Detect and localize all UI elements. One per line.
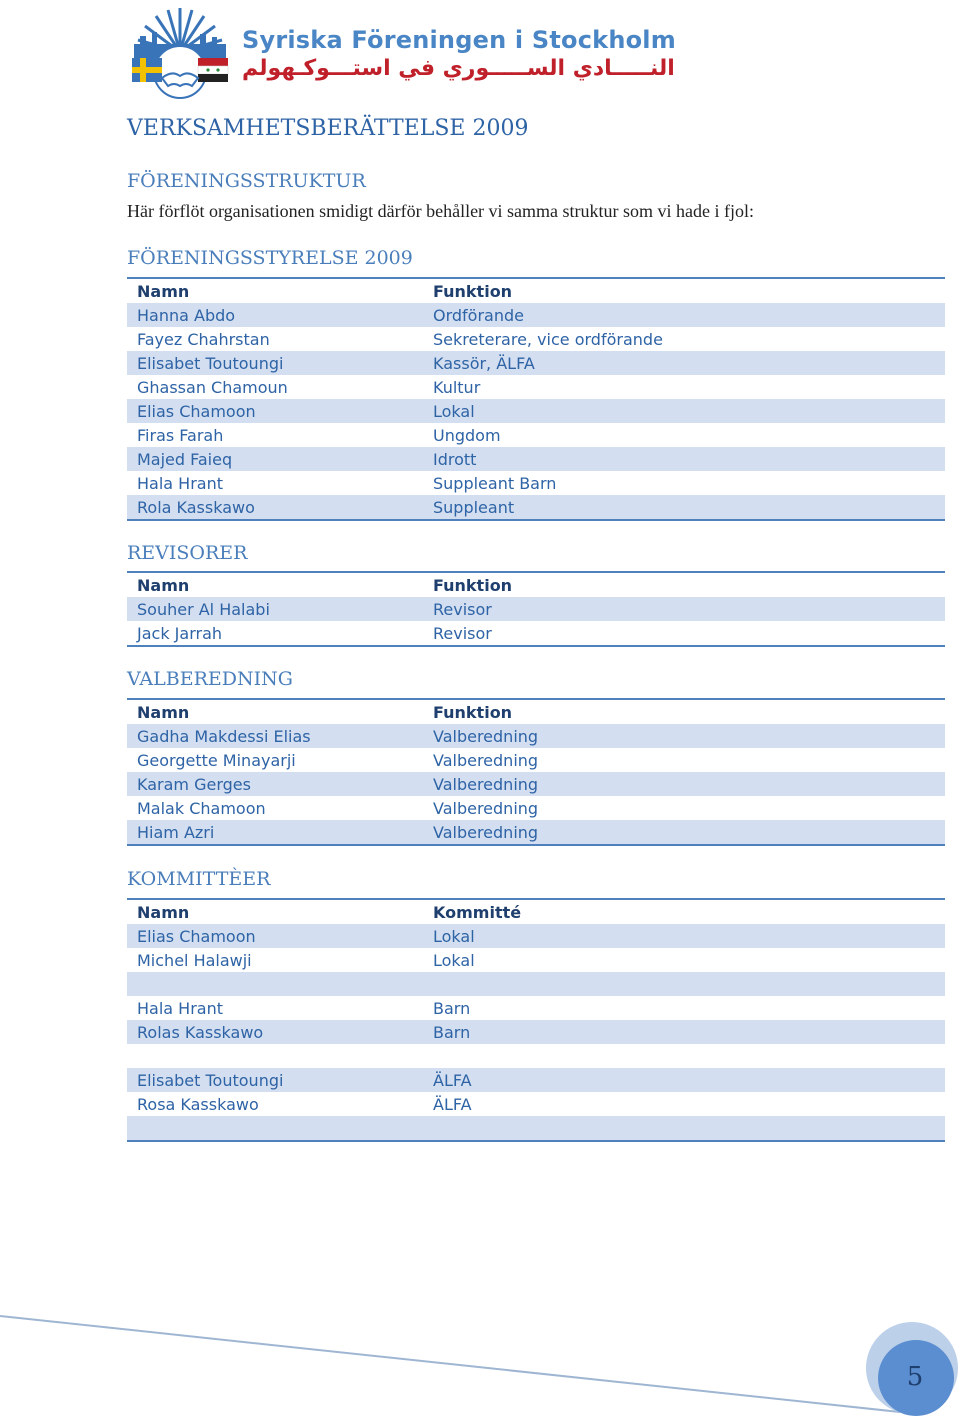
member-committee: Barn — [433, 998, 471, 1018]
column-header-role: Funktion — [433, 281, 513, 301]
member-role: Sekreterare, vice ordförande — [433, 329, 663, 349]
valberedning-table — [127, 698, 945, 846]
table-header — [127, 698, 945, 724]
page-number: 5 — [906, 1362, 924, 1392]
member-name: Hala Hrant — [137, 998, 223, 1018]
member-name: Hiam Azri — [137, 822, 215, 842]
member-name: Rola Kasskawo — [137, 497, 255, 517]
structure-heading: FÖRENINGSSTRUKTUR — [127, 170, 366, 192]
table-row — [127, 327, 945, 351]
member-committee: Lokal — [433, 926, 475, 946]
column-header-role: Funktion — [433, 702, 513, 722]
column-header-name: Namn — [137, 902, 190, 922]
member-name: Fayez Chahrstan — [137, 329, 270, 349]
member-role: Valberedning — [433, 774, 539, 794]
revisorer-table — [127, 571, 945, 647]
member-name: Gadha Makdessi Elias — [137, 726, 311, 746]
member-name: Elisabet Toutoungi — [137, 353, 284, 373]
member-role: Suppleant — [433, 497, 515, 517]
table-row — [127, 748, 945, 772]
table-row — [127, 621, 945, 647]
column-header-name: Namn — [137, 702, 190, 722]
brand-name-swedish: Syriska Föreningen i Stockholm — [242, 26, 676, 54]
member-role: Valberedning — [433, 750, 539, 770]
table-row — [127, 351, 945, 375]
member-name: Hala Hrant — [137, 473, 223, 493]
brand-name-arabic: النـــــادي الســـــوري في استـــوكـهولم — [242, 56, 675, 81]
member-role: Kultur — [433, 377, 481, 397]
table-row — [127, 471, 945, 495]
table-row — [127, 303, 945, 327]
member-committee: ÄLFA — [433, 1070, 472, 1090]
member-name: Malak Chamoon — [137, 798, 266, 818]
member-name: Karam Gerges — [137, 774, 251, 794]
valberedning-heading: VALBEREDNING — [127, 668, 293, 690]
member-role: Revisor — [433, 623, 492, 643]
table-row — [127, 924, 945, 948]
column-header-name: Namn — [137, 281, 190, 301]
member-name: Michel Halawji — [137, 950, 252, 970]
member-name: Firas Farah — [137, 425, 224, 445]
footer-decoration — [0, 1300, 960, 1416]
table-row — [127, 1020, 945, 1044]
member-name: Elias Chamoon — [137, 926, 256, 946]
table-header — [127, 898, 945, 924]
table-header — [127, 277, 945, 303]
table-row — [127, 399, 945, 423]
member-role: Suppleant Barn — [433, 473, 557, 493]
member-role: Valberedning — [433, 822, 539, 842]
member-name: Hanna Abdo — [137, 305, 236, 325]
member-role: Valberedning — [433, 726, 539, 746]
styrelse-table — [127, 277, 945, 521]
member-name: Souher Al Halabi — [137, 599, 270, 619]
member-role: Ungdom — [433, 425, 501, 445]
member-committee: Lokal — [433, 950, 475, 970]
table-row — [127, 423, 945, 447]
table-row — [127, 495, 945, 521]
member-name: Majed Faieq — [137, 449, 233, 469]
table-row — [127, 375, 945, 399]
table-row — [127, 772, 945, 796]
table-row — [127, 447, 945, 471]
table-row — [127, 597, 945, 621]
table-row — [127, 796, 945, 820]
table-row — [127, 1116, 945, 1142]
member-role: Revisor — [433, 599, 492, 619]
table-row — [127, 996, 945, 1020]
member-role: Kassör, ÄLFA — [433, 353, 535, 373]
table-header — [127, 571, 945, 597]
member-role: Idrott — [433, 449, 477, 469]
styrelse-heading: FÖRENINGSSTYRELSE 2009 — [127, 247, 413, 269]
member-committee: ÄLFA — [433, 1094, 472, 1114]
column-header-role: Funktion — [433, 575, 513, 595]
column-header-committee: Kommitté — [433, 902, 522, 922]
table-row — [127, 1068, 945, 1092]
member-name: Ghassan Chamoun — [137, 377, 288, 397]
member-role: Lokal — [433, 401, 475, 421]
table-row — [127, 1044, 945, 1068]
table-row — [127, 820, 945, 846]
member-name: Jack Jarrah — [137, 623, 223, 643]
document-title: VERKSAMHETSBERÄTTELSE 2009 — [127, 116, 529, 141]
member-committee: Barn — [433, 1022, 471, 1042]
member-name: Elias Chamoon — [137, 401, 256, 421]
table-row — [127, 972, 945, 996]
kommitteer-heading: KOMMITTÈER — [127, 868, 271, 890]
table-row — [127, 724, 945, 748]
member-role: Valberedning — [433, 798, 539, 818]
revisorer-heading: REVISORER — [127, 542, 248, 564]
column-header-name: Namn — [137, 575, 190, 595]
intro-text: Här förflöt organisationen smidigt därför behåller vi samma struktur som vi hade i fjol: — [127, 201, 755, 221]
member-name: Rolas Kasskawo — [137, 1022, 264, 1042]
kommitteer-table — [127, 898, 945, 1142]
member-name: Georgette Minayarji — [137, 750, 296, 770]
member-name: Elisabet Toutoungi — [137, 1070, 284, 1090]
header — [130, 4, 690, 100]
member-name: Rosa Kasskawo — [137, 1094, 259, 1114]
association-logo — [130, 4, 230, 100]
table-row — [127, 948, 945, 972]
member-role: Ordförande — [433, 305, 524, 325]
table-row — [127, 1092, 945, 1116]
